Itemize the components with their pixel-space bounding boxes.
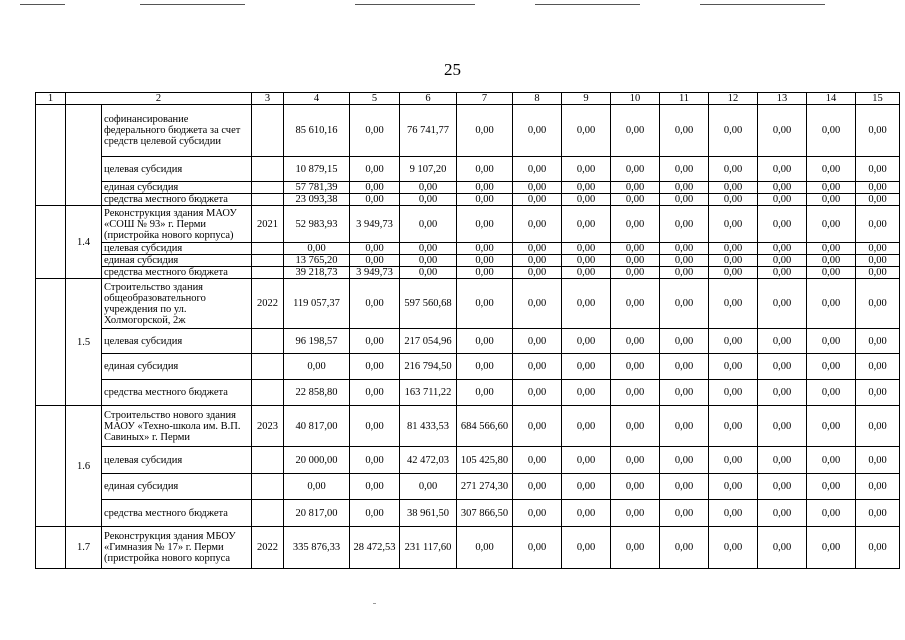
value-cell: 0,00 xyxy=(611,406,660,447)
value-cell: 0,00 xyxy=(611,527,660,569)
page-number: 25 xyxy=(444,60,461,79)
value-cell: 0,00 xyxy=(807,380,856,406)
year-cell xyxy=(252,255,284,267)
item-number: 1.4 xyxy=(66,206,102,279)
value-cell: 0,00 xyxy=(856,329,900,354)
table-row xyxy=(36,243,900,255)
value-cell: 0,00 xyxy=(709,279,758,329)
value-cell: 0,00 xyxy=(856,255,900,267)
top-rule-5 xyxy=(700,4,825,5)
header-cell: 2 xyxy=(66,93,252,105)
value-cell: 40 817,00 xyxy=(284,406,350,447)
value-cell: 38 961,50 xyxy=(400,500,457,527)
year-cell xyxy=(252,447,284,474)
value-cell: 0,00 xyxy=(457,157,513,182)
value-cell: 0,00 xyxy=(400,255,457,267)
value-cell: 0,00 xyxy=(513,182,562,194)
value-cell: 0,00 xyxy=(709,267,758,279)
year-cell xyxy=(252,267,284,279)
value-cell: 42 472,03 xyxy=(400,447,457,474)
header-cell: 5 xyxy=(350,93,400,105)
value-cell: 0,00 xyxy=(350,182,400,194)
value-cell: 271 274,30 xyxy=(457,474,513,500)
value-cell: 0,00 xyxy=(350,329,400,354)
header-cell: 1 xyxy=(36,93,66,105)
value-cell: 0,00 xyxy=(350,474,400,500)
value-cell: 0,00 xyxy=(562,105,611,157)
item-name: целевая субсидия xyxy=(102,447,252,474)
value-cell: 0,00 xyxy=(660,255,709,267)
value-cell: 0,00 xyxy=(709,380,758,406)
value-cell: 0,00 xyxy=(611,329,660,354)
value-cell: 0,00 xyxy=(856,500,900,527)
table-row xyxy=(36,500,900,527)
value-cell: 0,00 xyxy=(457,527,513,569)
value-cell: 0,00 xyxy=(350,447,400,474)
value-cell: 0,00 xyxy=(709,255,758,267)
value-cell: 0,00 xyxy=(513,194,562,206)
value-cell: 0,00 xyxy=(457,380,513,406)
value-cell: 0,00 xyxy=(807,157,856,182)
value-cell: 0,00 xyxy=(807,527,856,569)
value-cell: 0,00 xyxy=(562,329,611,354)
value-cell: 0,00 xyxy=(562,194,611,206)
item-name: Реконструкция здания МАОУ «СОШ № 93» г. Перми (пристройка нового корпуса) xyxy=(102,206,252,243)
value-cell: 0,00 xyxy=(758,243,807,255)
value-cell: 0,00 xyxy=(400,194,457,206)
item-name: единая субсидия xyxy=(102,182,252,194)
year-cell xyxy=(252,500,284,527)
value-cell: 0,00 xyxy=(660,206,709,243)
value-cell: 0,00 xyxy=(660,279,709,329)
item-name: целевая субсидия xyxy=(102,243,252,255)
value-cell: 0,00 xyxy=(807,243,856,255)
value-cell: 0,00 xyxy=(611,380,660,406)
value-cell: 0,00 xyxy=(660,406,709,447)
table-row xyxy=(36,527,900,569)
value-cell: 22 858,80 xyxy=(284,380,350,406)
value-cell: 0,00 xyxy=(709,406,758,447)
value-cell: 0,00 xyxy=(758,354,807,380)
year-cell: 2022 xyxy=(252,279,284,329)
item-name: целевая субсидия xyxy=(102,157,252,182)
year-cell xyxy=(252,329,284,354)
table-row xyxy=(36,447,900,474)
value-cell: 0,00 xyxy=(856,105,900,157)
value-cell: 0,00 xyxy=(660,380,709,406)
value-cell: 0,00 xyxy=(513,527,562,569)
col1-cell xyxy=(36,527,66,569)
value-cell: 0,00 xyxy=(562,406,611,447)
value-cell: 0,00 xyxy=(350,105,400,157)
value-cell: 0,00 xyxy=(611,354,660,380)
header-cell: 11 xyxy=(660,93,709,105)
value-cell: 0,00 xyxy=(350,194,400,206)
value-cell: 96 198,57 xyxy=(284,329,350,354)
value-cell: 0,00 xyxy=(400,243,457,255)
value-cell: 0,00 xyxy=(856,243,900,255)
value-cell: 3 949,73 xyxy=(350,267,400,279)
table-row xyxy=(36,105,900,157)
header-cell: 12 xyxy=(709,93,758,105)
item-name: целевая субсидия xyxy=(102,329,252,354)
value-cell: 0,00 xyxy=(758,194,807,206)
value-cell: 0,00 xyxy=(807,354,856,380)
top-rule-2 xyxy=(140,4,245,5)
value-cell: 0,00 xyxy=(856,474,900,500)
value-cell: 0,00 xyxy=(350,243,400,255)
value-cell: 0,00 xyxy=(758,157,807,182)
value-cell: 0,00 xyxy=(611,243,660,255)
value-cell: 0,00 xyxy=(660,157,709,182)
value-cell: 119 057,37 xyxy=(284,279,350,329)
year-cell: 2021 xyxy=(252,206,284,243)
value-cell: 0,00 xyxy=(856,157,900,182)
header-row xyxy=(36,93,900,105)
value-cell: 0,00 xyxy=(660,267,709,279)
value-cell: 231 117,60 xyxy=(400,527,457,569)
value-cell: 0,00 xyxy=(513,474,562,500)
value-cell: 0,00 xyxy=(513,206,562,243)
value-cell: 0,00 xyxy=(807,105,856,157)
header-cell: 3 xyxy=(252,93,284,105)
col1-cell xyxy=(36,279,66,406)
value-cell: 0,00 xyxy=(807,194,856,206)
value-cell: 0,00 xyxy=(513,447,562,474)
value-cell: 0,00 xyxy=(807,406,856,447)
value-cell: 0,00 xyxy=(856,267,900,279)
year-cell xyxy=(252,354,284,380)
top-rule-1 xyxy=(20,4,65,5)
value-cell: 0,00 xyxy=(758,447,807,474)
value-cell: 3 949,73 xyxy=(350,206,400,243)
value-cell: 0,00 xyxy=(457,255,513,267)
value-cell: 20 000,00 xyxy=(284,447,350,474)
value-cell: 0,00 xyxy=(284,354,350,380)
year-cell xyxy=(252,474,284,500)
value-cell: 0,00 xyxy=(758,206,807,243)
value-cell: 0,00 xyxy=(611,105,660,157)
value-cell: 0,00 xyxy=(562,447,611,474)
value-cell: 0,00 xyxy=(807,447,856,474)
value-cell: 0,00 xyxy=(709,206,758,243)
table-row xyxy=(36,182,900,194)
top-rule-3 xyxy=(355,4,475,5)
value-cell: 0,00 xyxy=(856,380,900,406)
value-cell: 0,00 xyxy=(807,279,856,329)
year-cell xyxy=(252,182,284,194)
value-cell: 0,00 xyxy=(400,267,457,279)
value-cell: 0,00 xyxy=(758,500,807,527)
year-cell xyxy=(252,105,284,157)
year-cell xyxy=(252,157,284,182)
year-cell xyxy=(252,194,284,206)
value-cell: 0,00 xyxy=(457,279,513,329)
table-row xyxy=(36,354,900,380)
year-cell: 2023 xyxy=(252,406,284,447)
value-cell: 0,00 xyxy=(660,243,709,255)
value-cell: 10 879,15 xyxy=(284,157,350,182)
header-cell: 9 xyxy=(562,93,611,105)
value-cell: 0,00 xyxy=(856,527,900,569)
table-row xyxy=(36,406,900,447)
value-cell: 0,00 xyxy=(513,380,562,406)
value-cell: 0,00 xyxy=(513,279,562,329)
value-cell: 0,00 xyxy=(350,279,400,329)
header-cell: 10 xyxy=(611,93,660,105)
item-number: 1.5 xyxy=(66,279,102,406)
value-cell: 0,00 xyxy=(400,206,457,243)
budget-table xyxy=(35,92,900,569)
value-cell: 0,00 xyxy=(562,279,611,329)
value-cell: 0,00 xyxy=(709,329,758,354)
value-cell: 0,00 xyxy=(457,182,513,194)
value-cell: 597 560,68 xyxy=(400,279,457,329)
value-cell: 0,00 xyxy=(856,406,900,447)
value-cell: 0,00 xyxy=(284,474,350,500)
value-cell: 217 054,96 xyxy=(400,329,457,354)
value-cell: 684 566,60 xyxy=(457,406,513,447)
value-cell: 81 433,53 xyxy=(400,406,457,447)
value-cell: 0,00 xyxy=(350,157,400,182)
value-cell: 0,00 xyxy=(513,267,562,279)
value-cell: 0,00 xyxy=(513,500,562,527)
value-cell: 0,00 xyxy=(611,157,660,182)
value-cell: 0,00 xyxy=(709,527,758,569)
col1-cell xyxy=(36,206,66,279)
value-cell: 0,00 xyxy=(807,329,856,354)
value-cell: 0,00 xyxy=(350,255,400,267)
value-cell: 0,00 xyxy=(513,157,562,182)
table-row xyxy=(36,279,900,329)
value-cell: 0,00 xyxy=(660,194,709,206)
item-number: 1.6 xyxy=(66,406,102,527)
value-cell: 0,00 xyxy=(709,474,758,500)
value-cell: 0,00 xyxy=(856,206,900,243)
value-cell: 0,00 xyxy=(807,182,856,194)
value-cell: 0,00 xyxy=(457,194,513,206)
value-cell: 0,00 xyxy=(350,380,400,406)
value-cell: 0,00 xyxy=(513,329,562,354)
value-cell: 0,00 xyxy=(611,447,660,474)
value-cell: 0,00 xyxy=(457,243,513,255)
value-cell: 0,00 xyxy=(513,354,562,380)
value-cell: 0,00 xyxy=(807,500,856,527)
table-row xyxy=(36,474,900,500)
value-cell: 216 794,50 xyxy=(400,354,457,380)
table-row xyxy=(36,157,900,182)
value-cell: 0,00 xyxy=(562,243,611,255)
header-cell: 4 xyxy=(284,93,350,105)
value-cell: 0,00 xyxy=(758,255,807,267)
value-cell: 0,00 xyxy=(457,105,513,157)
value-cell: 0,00 xyxy=(856,279,900,329)
value-cell: 0,00 xyxy=(611,194,660,206)
value-cell: 0,00 xyxy=(611,206,660,243)
col1-cell xyxy=(36,406,66,527)
table-row xyxy=(36,194,900,206)
header-cell: 13 xyxy=(758,93,807,105)
item-name: средства местного бюджета xyxy=(102,500,252,527)
value-cell: 0,00 xyxy=(562,157,611,182)
value-cell: 0,00 xyxy=(758,279,807,329)
value-cell: 0,00 xyxy=(758,105,807,157)
value-cell: 0,00 xyxy=(611,279,660,329)
scan-speck xyxy=(373,603,376,604)
value-cell: 0,00 xyxy=(513,406,562,447)
value-cell: 0,00 xyxy=(513,105,562,157)
item-number: 1.7 xyxy=(66,527,102,569)
value-cell: 0,00 xyxy=(562,267,611,279)
value-cell: 0,00 xyxy=(513,243,562,255)
value-cell: 0,00 xyxy=(513,255,562,267)
value-cell: 0,00 xyxy=(350,406,400,447)
value-cell: 0,00 xyxy=(284,243,350,255)
value-cell: 0,00 xyxy=(856,447,900,474)
header-cell: 14 xyxy=(807,93,856,105)
year-cell xyxy=(252,243,284,255)
value-cell: 0,00 xyxy=(400,182,457,194)
value-cell: 0,00 xyxy=(856,182,900,194)
value-cell: 0,00 xyxy=(660,527,709,569)
value-cell: 0,00 xyxy=(562,474,611,500)
value-cell: 0,00 xyxy=(350,354,400,380)
value-cell: 0,00 xyxy=(807,474,856,500)
value-cell: 0,00 xyxy=(807,206,856,243)
value-cell: 0,00 xyxy=(562,182,611,194)
value-cell: 0,00 xyxy=(611,267,660,279)
value-cell: 0,00 xyxy=(758,267,807,279)
value-cell: 0,00 xyxy=(758,380,807,406)
value-cell: 0,00 xyxy=(709,105,758,157)
value-cell: 0,00 xyxy=(611,474,660,500)
value-cell: 105 425,80 xyxy=(457,447,513,474)
top-rule-4 xyxy=(535,4,640,5)
value-cell: 0,00 xyxy=(562,500,611,527)
header-cell: 7 xyxy=(457,93,513,105)
value-cell: 0,00 xyxy=(660,182,709,194)
value-cell: 0,00 xyxy=(758,182,807,194)
table-row xyxy=(36,329,900,354)
value-cell: 0,00 xyxy=(562,255,611,267)
value-cell: 0,00 xyxy=(660,500,709,527)
value-cell: 0,00 xyxy=(758,527,807,569)
value-cell: 0,00 xyxy=(350,500,400,527)
col1-cell xyxy=(36,105,66,206)
value-cell: 0,00 xyxy=(611,182,660,194)
value-cell: 0,00 xyxy=(457,267,513,279)
value-cell: 307 866,50 xyxy=(457,500,513,527)
year-cell xyxy=(252,380,284,406)
header-cell: 15 xyxy=(856,93,900,105)
value-cell: 0,00 xyxy=(709,157,758,182)
item-number xyxy=(66,105,102,206)
value-cell: 23 093,38 xyxy=(284,194,350,206)
value-cell: 0,00 xyxy=(457,329,513,354)
value-cell: 0,00 xyxy=(611,255,660,267)
value-cell: 163 711,22 xyxy=(400,380,457,406)
table-row xyxy=(36,380,900,406)
value-cell: 85 610,16 xyxy=(284,105,350,157)
item-name: средства местного бюджета xyxy=(102,267,252,279)
value-cell: 0,00 xyxy=(709,447,758,474)
value-cell: 0,00 xyxy=(709,182,758,194)
value-cell: 0,00 xyxy=(807,255,856,267)
value-cell: 335 876,33 xyxy=(284,527,350,569)
value-cell: 0,00 xyxy=(660,447,709,474)
header-cell: 8 xyxy=(513,93,562,105)
value-cell: 0,00 xyxy=(758,406,807,447)
item-name: единая субсидия xyxy=(102,474,252,500)
value-cell: 0,00 xyxy=(660,474,709,500)
item-name: Реконструкция здания МБОУ «Гимназия № 17» г. Перми (пристройка нового корпуса xyxy=(102,527,252,569)
value-cell: 0,00 xyxy=(660,105,709,157)
value-cell: 0,00 xyxy=(457,354,513,380)
item-name: средства местного бюджета xyxy=(102,380,252,406)
value-cell: 0,00 xyxy=(400,474,457,500)
value-cell: 0,00 xyxy=(856,194,900,206)
value-cell: 0,00 xyxy=(856,354,900,380)
item-name: Строительство нового здания МАОУ «Техно-школа им. В.П. Савиных» г. Перми xyxy=(102,406,252,447)
value-cell: 0,00 xyxy=(562,527,611,569)
table-row xyxy=(36,206,900,243)
value-cell: 0,00 xyxy=(709,194,758,206)
value-cell: 13 765,20 xyxy=(284,255,350,267)
item-name: Строительство здания общеобразовательного учреждения по ул. Холмогорской, 2ж xyxy=(102,279,252,329)
value-cell: 0,00 xyxy=(660,354,709,380)
item-name: единая субсидия xyxy=(102,354,252,380)
header-cell: 6 xyxy=(400,93,457,105)
value-cell: 0,00 xyxy=(709,500,758,527)
value-cell: 52 983,93 xyxy=(284,206,350,243)
value-cell: 0,00 xyxy=(807,267,856,279)
value-cell: 76 741,77 xyxy=(400,105,457,157)
value-cell: 0,00 xyxy=(457,206,513,243)
value-cell: 57 781,39 xyxy=(284,182,350,194)
value-cell: 0,00 xyxy=(758,474,807,500)
value-cell: 0,00 xyxy=(758,329,807,354)
value-cell: 0,00 xyxy=(562,380,611,406)
value-cell: 0,00 xyxy=(660,329,709,354)
value-cell: 20 817,00 xyxy=(284,500,350,527)
value-cell: 0,00 xyxy=(709,354,758,380)
value-cell: 39 218,73 xyxy=(284,267,350,279)
table-row xyxy=(36,255,900,267)
value-cell: 0,00 xyxy=(562,206,611,243)
item-name: единая субсидия xyxy=(102,255,252,267)
item-name: средства местного бюджета xyxy=(102,194,252,206)
value-cell: 0,00 xyxy=(611,500,660,527)
item-name: софинансирование федерального бюджета за счет средств целевой субсидии xyxy=(102,105,252,157)
value-cell: 0,00 xyxy=(709,243,758,255)
table-row xyxy=(36,267,900,279)
value-cell: 28 472,53 xyxy=(350,527,400,569)
year-cell: 2022 xyxy=(252,527,284,569)
value-cell: 9 107,20 xyxy=(400,157,457,182)
value-cell: 0,00 xyxy=(562,354,611,380)
